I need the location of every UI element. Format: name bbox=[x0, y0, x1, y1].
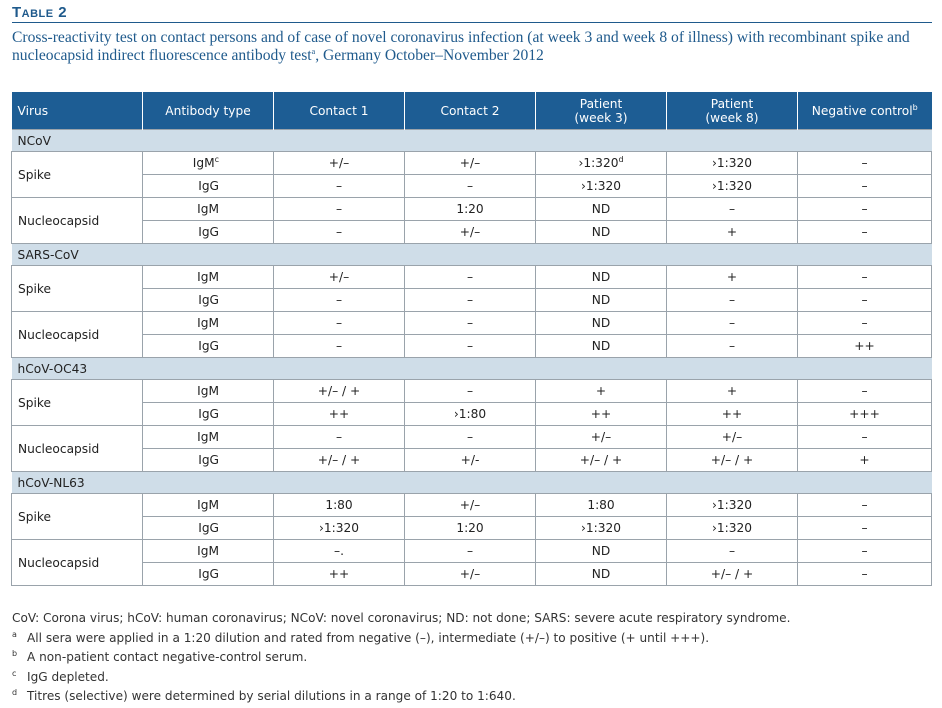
contact-2-cell bbox=[405, 517, 536, 540]
antibody-type-label: IgG bbox=[198, 179, 219, 193]
negative-control-cell-value: + bbox=[859, 453, 870, 467]
antibody-type-cell bbox=[143, 266, 274, 289]
table-row bbox=[12, 335, 932, 358]
patient-week8-cell bbox=[667, 221, 798, 244]
patient-week8-cell bbox=[667, 403, 798, 426]
negative-control-cell-value: – bbox=[861, 202, 868, 216]
header-contact-1: Contact 1 bbox=[274, 92, 405, 130]
patient-week8-cell-value: ›1:320 bbox=[712, 498, 752, 512]
patient-week3-cell-value: ++ bbox=[590, 407, 612, 421]
header-virus: Virus bbox=[12, 92, 143, 130]
footnote-text: IgG depleted. bbox=[27, 669, 109, 684]
patient-week3-cell bbox=[536, 403, 667, 426]
contact-2-cell-value: – bbox=[466, 316, 474, 330]
negative-control-cell bbox=[798, 403, 932, 426]
virus-group-name: hCoV-NL63 bbox=[12, 472, 932, 494]
contact-1-cell bbox=[274, 563, 405, 586]
patient-week8-cell bbox=[667, 289, 798, 312]
negative-control-cell bbox=[798, 380, 932, 403]
contact-2-cell-value: 1:20 bbox=[456, 202, 484, 216]
antibody-type-label: IgM bbox=[197, 316, 219, 330]
footnote bbox=[12, 687, 790, 707]
patient-week3-cell bbox=[536, 540, 667, 563]
antigen-cell: Spike bbox=[12, 152, 143, 198]
antigen-cell: Nucleocapsid bbox=[12, 426, 143, 472]
contact-2-cell bbox=[405, 312, 536, 335]
header-patient-week8-line1: Patient bbox=[710, 96, 754, 111]
antibody-type-cell bbox=[143, 540, 274, 563]
contact-1-cell-value: +/– / + bbox=[317, 384, 361, 398]
negative-control-cell bbox=[798, 517, 932, 540]
patient-week8-cell-value: + bbox=[726, 225, 738, 239]
negative-control-cell bbox=[798, 221, 932, 244]
footnote bbox=[12, 648, 790, 668]
caption-sup: a bbox=[311, 46, 316, 56]
antigen-cell: Nucleocapsid bbox=[12, 198, 143, 244]
table-row bbox=[12, 266, 932, 289]
patient-week3-cell bbox=[536, 175, 667, 198]
negative-control-cell-value: – bbox=[861, 544, 868, 558]
contact-2-cell-value: – bbox=[466, 384, 474, 398]
caption-text: Cross-reactivity test on contact persons and of case of novel coronavirus infection (at week 3 and week 8 of illness) with recombinant spike and nucleocapsid indirect fluorescence antibody test bbox=[12, 29, 910, 64]
antigen-cell: Nucleocapsid bbox=[12, 540, 143, 586]
patient-week8-cell bbox=[667, 335, 798, 358]
antibody-type-cell bbox=[143, 152, 274, 175]
patient-week8-cell bbox=[667, 449, 798, 472]
contact-2-cell-value: ›1:80 bbox=[453, 407, 487, 421]
table-row bbox=[12, 563, 932, 586]
patient-week3-cell bbox=[536, 563, 667, 586]
contact-1-cell-value: ++ bbox=[328, 567, 350, 581]
antigen-cell: Spike bbox=[12, 380, 143, 426]
patient-week8-cell-value: ›1:320 bbox=[712, 156, 752, 170]
table-row bbox=[12, 426, 932, 449]
patient-week8-cell bbox=[667, 517, 798, 540]
negative-control-cell-value: – bbox=[861, 567, 868, 581]
negative-control-cell-value: – bbox=[861, 316, 868, 330]
antibody-type-cell bbox=[143, 198, 274, 221]
contact-1-cell bbox=[274, 494, 405, 517]
footnotes bbox=[12, 629, 790, 707]
patient-week3-cell bbox=[536, 426, 667, 449]
patient-week3-cell bbox=[536, 449, 667, 472]
patient-week3-cell bbox=[536, 335, 667, 358]
header-patient-week8 bbox=[667, 92, 798, 130]
table-row bbox=[12, 312, 932, 335]
contact-1-cell bbox=[274, 426, 405, 449]
header-patient-week8-line2: (week 8) bbox=[705, 110, 759, 125]
negative-control-cell-value: – bbox=[861, 498, 868, 512]
patient-week8-cell bbox=[667, 494, 798, 517]
patient-week8-cell-value: + bbox=[726, 384, 738, 398]
patient-week8-cell-value: ›1:320 bbox=[712, 179, 752, 193]
contact-2-cell bbox=[405, 449, 536, 472]
negative-control-cell bbox=[798, 540, 932, 563]
header-row bbox=[12, 92, 932, 130]
contact-1-cell bbox=[274, 312, 405, 335]
table-row bbox=[12, 175, 932, 198]
virus-group-row bbox=[12, 472, 932, 494]
patient-week8-cell bbox=[667, 426, 798, 449]
contact-2-cell-value: – bbox=[466, 430, 474, 444]
patient-week8-cell bbox=[667, 563, 798, 586]
table-row bbox=[12, 403, 932, 426]
negative-control-cell bbox=[798, 198, 932, 221]
negative-control-cell bbox=[798, 426, 932, 449]
footnote bbox=[12, 668, 790, 688]
contact-1-cell-value: +/– bbox=[328, 270, 350, 284]
antigen-cell: Spike bbox=[12, 494, 143, 540]
negative-control-cell-value: ++ bbox=[854, 339, 875, 353]
contact-2-cell-value: – bbox=[466, 270, 474, 284]
antibody-type-label: IgM bbox=[197, 544, 219, 558]
negative-control-cell bbox=[798, 449, 932, 472]
header-negative-control-label: Negative control bbox=[811, 103, 913, 118]
negative-control-cell bbox=[798, 266, 932, 289]
negative-control-cell bbox=[798, 289, 932, 312]
contact-1-cell bbox=[274, 289, 405, 312]
abbreviations-note: CoV: Corona virus; hCoV: human coronavirus; NCoV: novel coronavirus; ND: not done; SARS: severe acute respiratory syndrome. bbox=[12, 611, 791, 625]
table-row bbox=[12, 540, 932, 563]
antibody-type-label: IgM bbox=[197, 384, 219, 398]
contact-1-cell bbox=[274, 540, 405, 563]
patient-week3-cell-value: ND bbox=[591, 316, 611, 330]
antibody-type-label: IgM bbox=[192, 156, 215, 170]
patient-week8-cell-value: ›1:320 bbox=[712, 521, 752, 535]
patient-week3-cell-value: ›1:320 bbox=[581, 179, 621, 193]
patient-week8-cell bbox=[667, 266, 798, 289]
contact-2-cell bbox=[405, 380, 536, 403]
contact-1-cell bbox=[274, 380, 405, 403]
patient-week8-cell-value: +/– / + bbox=[710, 453, 754, 467]
patient-week3-cell-value: ›1:320 bbox=[578, 156, 619, 170]
patient-week3-cell-value: ND bbox=[591, 339, 611, 353]
table-row bbox=[12, 198, 932, 221]
contact-1-cell-value: +/– bbox=[328, 156, 350, 170]
antibody-type-label: IgM bbox=[197, 270, 219, 284]
patient-week8-cell-value: – bbox=[728, 293, 736, 307]
patient-week8-cell-value: – bbox=[728, 202, 736, 216]
patient-week8-cell bbox=[667, 152, 798, 175]
antibody-type-label: IgG bbox=[198, 225, 219, 239]
footnote-mark: a bbox=[12, 629, 17, 639]
contact-1-cell-value: – bbox=[335, 225, 343, 239]
patient-week8-cell bbox=[667, 540, 798, 563]
negative-control-cell-value: – bbox=[861, 179, 868, 193]
contact-2-cell bbox=[405, 289, 536, 312]
contact-2-cell bbox=[405, 494, 536, 517]
contact-1-cell-value: – bbox=[335, 339, 343, 353]
negative-control-cell bbox=[798, 563, 932, 586]
footnote-text: Titres (selective) were determined by serial dilutions in a range of 1:20 to 1:640. bbox=[27, 689, 516, 703]
negative-control-cell bbox=[798, 335, 932, 358]
virus-group-name: SARS-CoV bbox=[12, 244, 932, 266]
virus-group-row bbox=[12, 358, 932, 380]
table-row bbox=[12, 221, 932, 244]
patient-week3-cell bbox=[536, 152, 667, 175]
patient-week3-cell-value: 1:80 bbox=[587, 498, 615, 512]
contact-2-cell-value: +/– bbox=[459, 567, 481, 581]
patient-week3-cell bbox=[536, 312, 667, 335]
antibody-type-label: IgG bbox=[198, 293, 219, 307]
header-antibody-type: Antibody type bbox=[143, 92, 274, 130]
patient-week3-cell bbox=[536, 221, 667, 244]
contact-1-cell-value: –. bbox=[334, 544, 344, 558]
virus-group-name: hCoV-OC43 bbox=[12, 358, 932, 380]
antibody-type-sup: c bbox=[214, 154, 219, 164]
patient-week8-cell-value: – bbox=[728, 544, 736, 558]
patient-week8-cell bbox=[667, 380, 798, 403]
antibody-type-label: IgM bbox=[197, 430, 219, 444]
footnote-mark: c bbox=[12, 668, 17, 678]
contact-1-cell bbox=[274, 335, 405, 358]
patient-week3-cell-value: ND bbox=[591, 202, 611, 216]
footnote-text: All sera were applied in a 1:20 dilution and rated from negative (–), intermediate (+/–) to positive (+ until +++). bbox=[27, 630, 710, 645]
negative-control-cell bbox=[798, 175, 932, 198]
contact-2-cell bbox=[405, 175, 536, 198]
patient-week3-cell bbox=[536, 517, 667, 540]
contact-2-cell bbox=[405, 403, 536, 426]
antibody-type-cell bbox=[143, 335, 274, 358]
patient-week3-cell-sup: d bbox=[618, 154, 624, 164]
table-row bbox=[12, 494, 932, 517]
table-notes bbox=[12, 609, 790, 707]
negative-control-cell bbox=[798, 494, 932, 517]
header-negative-control bbox=[798, 92, 932, 130]
antibody-type-label: IgG bbox=[198, 339, 219, 353]
patient-week3-cell-value: ›1:320 bbox=[581, 521, 621, 535]
footnote-text: A non-patient contact negative-control serum. bbox=[27, 650, 308, 664]
patient-week3-cell-value: +/– bbox=[590, 430, 612, 444]
patient-week8-cell bbox=[667, 198, 798, 221]
patient-week8-cell bbox=[667, 175, 798, 198]
patient-week3-cell-value: + bbox=[595, 384, 607, 398]
footnote-mark: d bbox=[12, 688, 18, 697]
contact-1-cell-value: – bbox=[335, 316, 343, 330]
antibody-type-cell bbox=[143, 175, 274, 198]
contact-2-cell bbox=[405, 335, 536, 358]
negative-control-cell-value: +++ bbox=[849, 407, 880, 421]
negative-control-cell-value: – bbox=[861, 225, 868, 239]
contact-1-cell-value: – bbox=[335, 179, 343, 193]
antibody-type-cell bbox=[143, 517, 274, 540]
contact-1-cell-value: 1:80 bbox=[325, 498, 353, 512]
contact-2-cell-value: +/– bbox=[459, 156, 481, 170]
contact-1-cell bbox=[274, 266, 405, 289]
virus-group-row bbox=[12, 130, 932, 152]
footnote bbox=[12, 629, 790, 649]
contact-1-cell-value: ›1:320 bbox=[319, 521, 359, 535]
antibody-type-cell bbox=[143, 449, 274, 472]
antibody-type-label: IgG bbox=[198, 407, 219, 421]
negative-control-cell-value: – bbox=[861, 270, 868, 284]
header-contact-2: Contact 2 bbox=[405, 92, 536, 130]
patient-week3-cell-value: ND bbox=[591, 544, 611, 558]
contact-2-cell-value: +/– bbox=[459, 225, 481, 239]
contact-2-cell-value: – bbox=[466, 293, 474, 307]
patient-week3-cell-value: ND bbox=[591, 270, 611, 284]
antigen-cell: Nucleocapsid bbox=[12, 312, 143, 358]
negative-control-cell-value: – bbox=[861, 156, 868, 170]
patient-week8-cell-value: ++ bbox=[721, 407, 743, 421]
antibody-type-cell bbox=[143, 426, 274, 449]
header-patient-week3-line1: Patient bbox=[579, 96, 623, 111]
table-row bbox=[12, 152, 932, 175]
contact-1-cell-value: – bbox=[335, 293, 343, 307]
antibody-type-cell bbox=[143, 312, 274, 335]
negative-control-cell bbox=[798, 152, 932, 175]
antibody-type-cell bbox=[143, 403, 274, 426]
antibody-type-cell bbox=[143, 563, 274, 586]
patient-week3-cell bbox=[536, 289, 667, 312]
contact-2-cell bbox=[405, 563, 536, 586]
contact-1-cell bbox=[274, 449, 405, 472]
table-row bbox=[12, 449, 932, 472]
contact-1-cell bbox=[274, 198, 405, 221]
patient-week3-cell bbox=[536, 494, 667, 517]
patient-week8-cell-value: – bbox=[728, 339, 736, 353]
contact-2-cell-value: +/- bbox=[460, 453, 480, 467]
table-row bbox=[12, 289, 932, 312]
antibody-type-cell bbox=[143, 494, 274, 517]
antibody-type-cell bbox=[143, 289, 274, 312]
contact-1-cell-value: – bbox=[335, 202, 343, 216]
contact-1-cell-value: ++ bbox=[328, 407, 350, 421]
contact-2-cell bbox=[405, 426, 536, 449]
table-caption bbox=[12, 29, 922, 65]
patient-week3-cell bbox=[536, 198, 667, 221]
contact-1-cell bbox=[274, 403, 405, 426]
contact-2-cell-value: +/– bbox=[459, 498, 481, 512]
contact-2-cell-value: – bbox=[466, 544, 474, 558]
negative-control-cell-value: – bbox=[861, 384, 868, 398]
contact-2-cell bbox=[405, 152, 536, 175]
antibody-type-label: IgM bbox=[197, 498, 219, 512]
caption-tail: , Germany October–November 2012 bbox=[315, 47, 544, 64]
table-label: Table 2 bbox=[12, 4, 68, 21]
table-row bbox=[12, 380, 932, 403]
patient-week8-cell-value: + bbox=[726, 270, 738, 284]
table-row bbox=[12, 517, 932, 540]
contact-2-cell bbox=[405, 221, 536, 244]
contact-1-cell-value: +/– / + bbox=[317, 453, 361, 467]
contact-1-cell bbox=[274, 221, 405, 244]
patient-week8-cell-value: – bbox=[728, 316, 736, 330]
patient-week8-cell bbox=[667, 312, 798, 335]
header-negative-control-sup: b bbox=[912, 102, 918, 112]
antibody-type-cell bbox=[143, 221, 274, 244]
negative-control-cell-value: – bbox=[861, 521, 868, 535]
contact-2-cell bbox=[405, 198, 536, 221]
virus-group-name: NCoV bbox=[12, 130, 932, 152]
antigen-cell: Spike bbox=[12, 266, 143, 312]
antibody-type-label: IgG bbox=[198, 521, 219, 535]
patient-week8-cell-value: +/– / + bbox=[710, 567, 754, 581]
contact-2-cell-value: – bbox=[466, 339, 474, 353]
contact-1-cell bbox=[274, 517, 405, 540]
contact-1-cell bbox=[274, 152, 405, 175]
header-patient-week3 bbox=[536, 92, 667, 130]
patient-week3-cell-value: ND bbox=[591, 293, 611, 307]
virus-group-row bbox=[12, 244, 932, 266]
title-rule bbox=[12, 22, 932, 23]
contact-2-cell bbox=[405, 266, 536, 289]
negative-control-cell-value: – bbox=[861, 293, 868, 307]
contact-2-cell bbox=[405, 540, 536, 563]
results-table bbox=[11, 92, 932, 586]
contact-2-cell-value: – bbox=[466, 179, 474, 193]
contact-1-cell-value: – bbox=[335, 430, 343, 444]
contact-1-cell bbox=[274, 175, 405, 198]
patient-week8-cell-value: +/– bbox=[721, 430, 743, 444]
negative-control-cell bbox=[798, 312, 932, 335]
patient-week3-cell-value: +/– / + bbox=[579, 453, 623, 467]
patient-week3-cell bbox=[536, 266, 667, 289]
negative-control-cell-value: – bbox=[861, 430, 868, 444]
antibody-type-label: IgM bbox=[197, 202, 219, 216]
footnote-mark: b bbox=[12, 649, 18, 658]
contact-2-cell-value: 1:20 bbox=[456, 521, 484, 535]
antibody-type-label: IgG bbox=[198, 567, 219, 581]
antibody-type-cell bbox=[143, 380, 274, 403]
patient-week3-cell-value: ND bbox=[591, 567, 611, 581]
antibody-type-label: IgG bbox=[198, 453, 219, 467]
patient-week3-cell-value: ND bbox=[591, 225, 611, 239]
header-patient-week3-line2: (week 3) bbox=[574, 110, 628, 125]
patient-week3-cell bbox=[536, 380, 667, 403]
table-body bbox=[12, 130, 932, 586]
